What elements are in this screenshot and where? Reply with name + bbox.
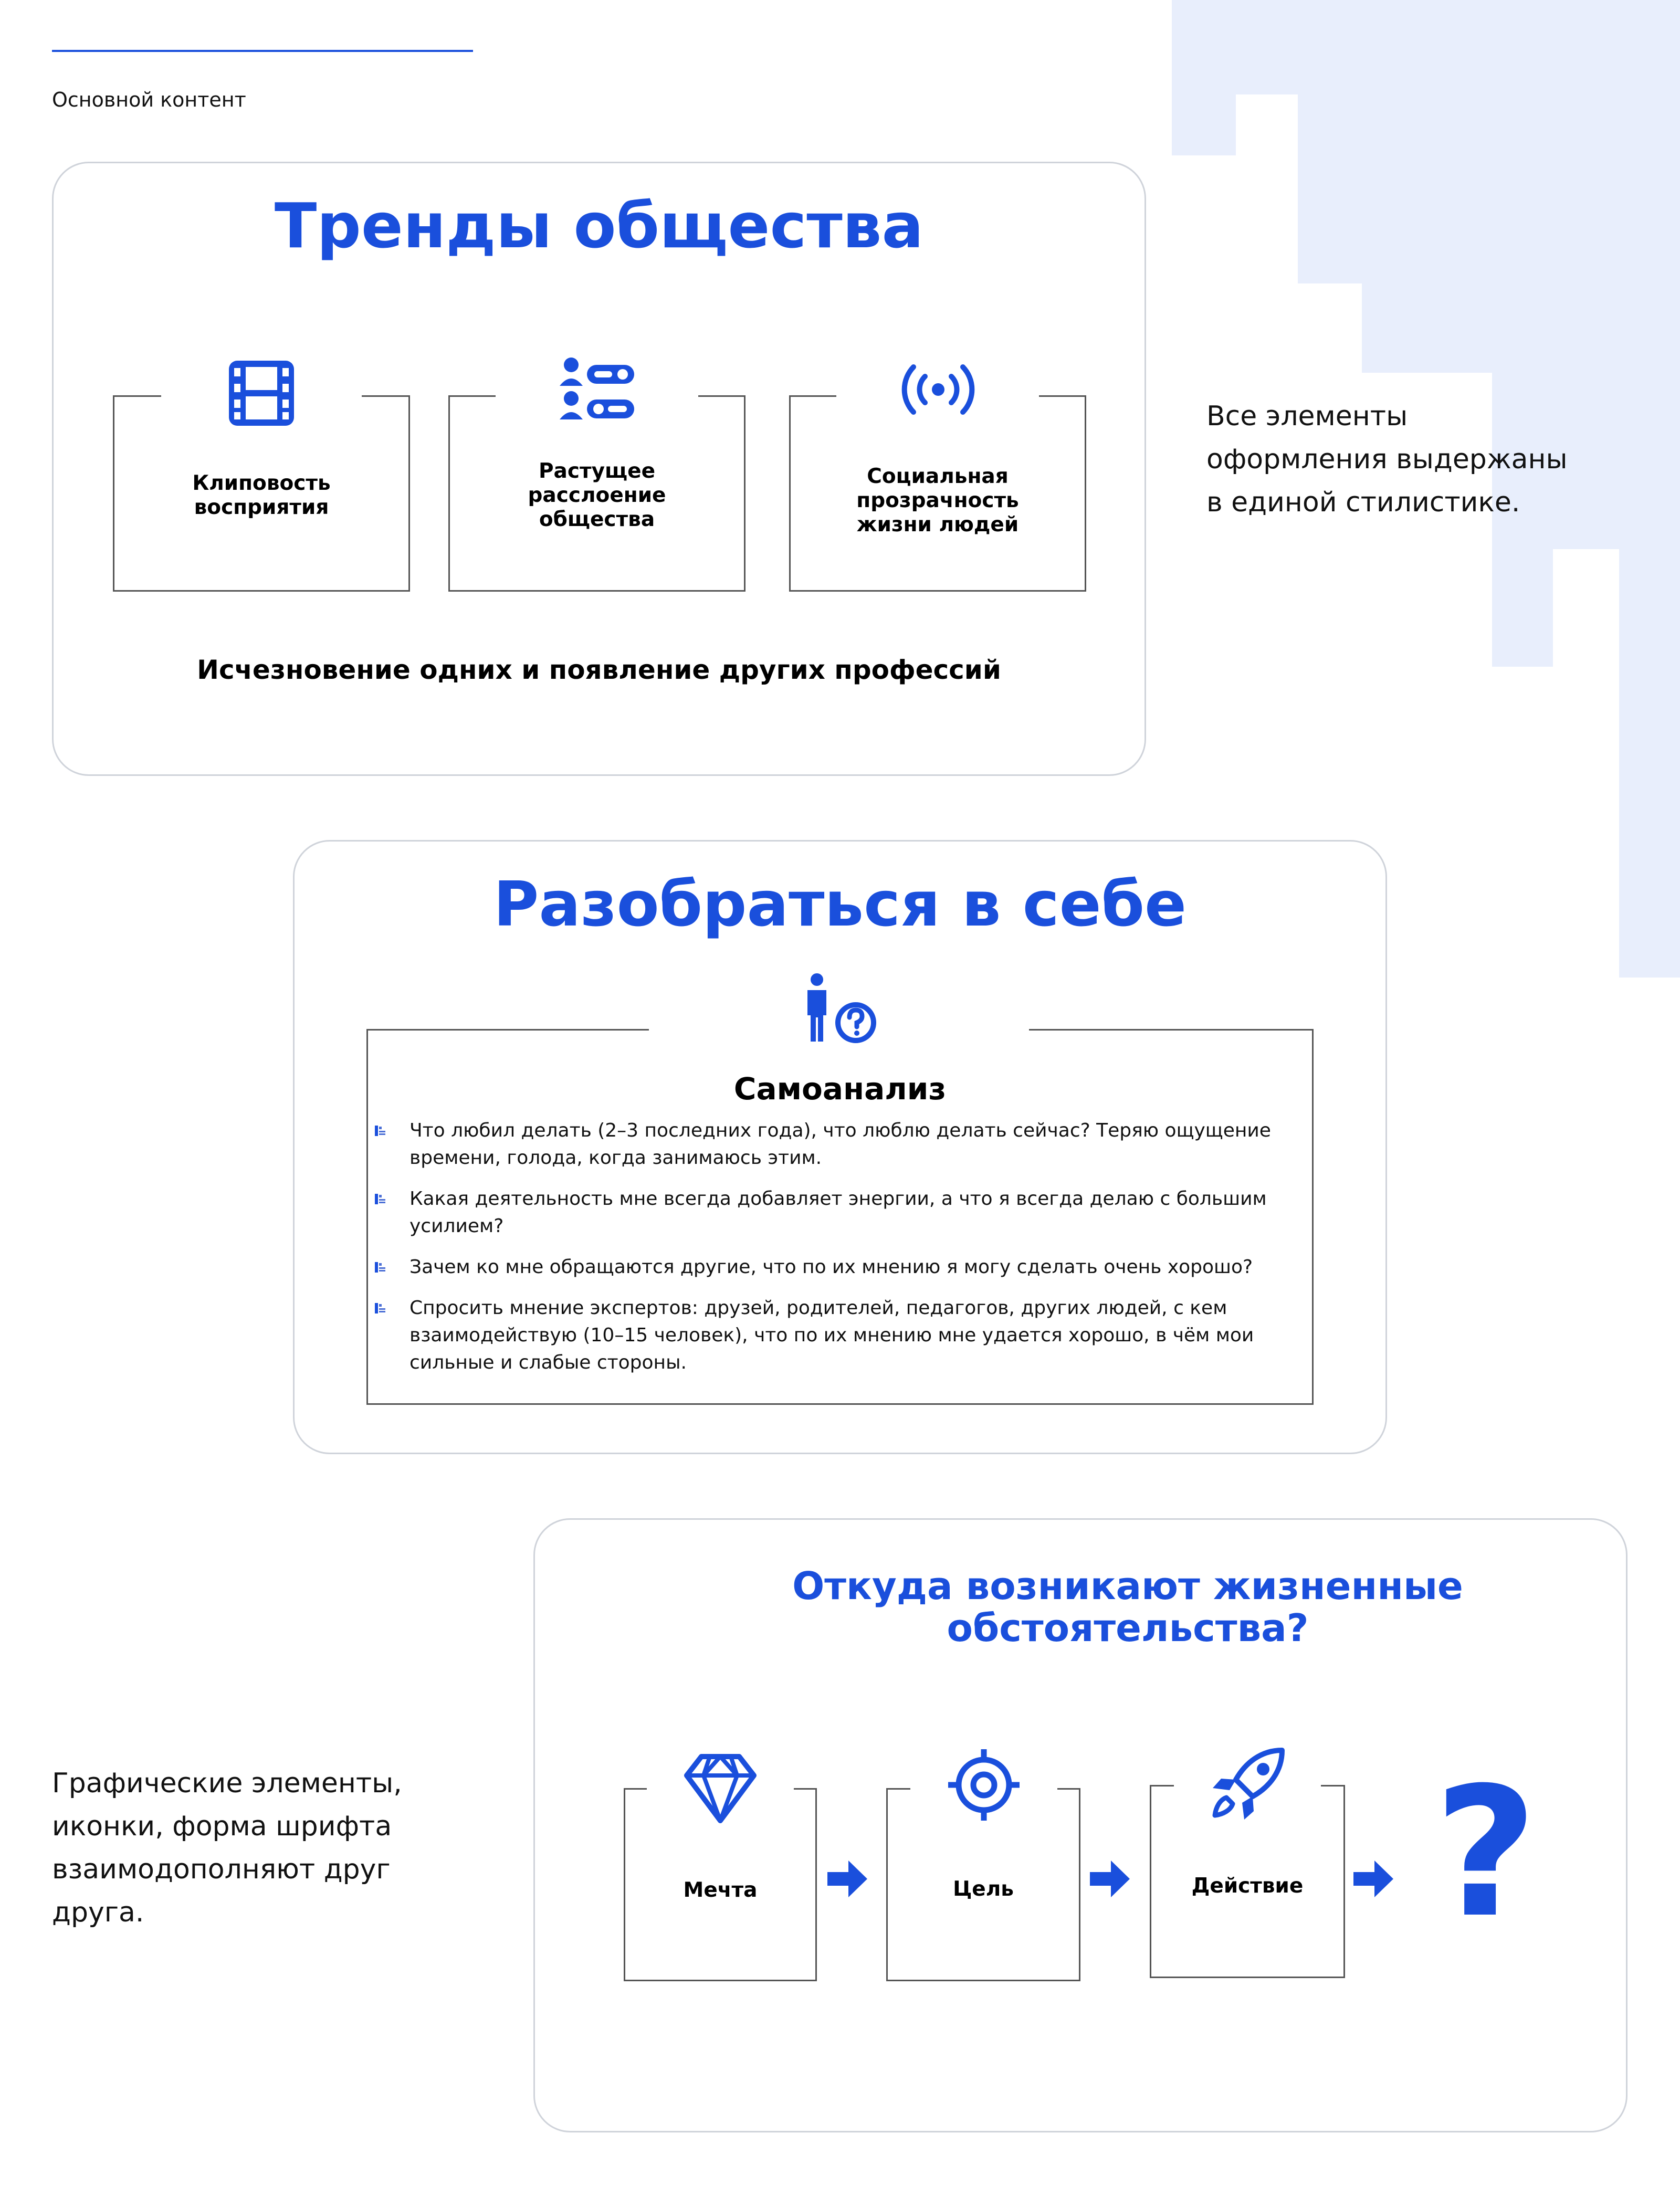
question-mark: ? — [1434, 1749, 1538, 1957]
film-icon — [225, 356, 298, 430]
side-note-left: Графические элементы, иконки, форма шрифта взаимодополняют друг друга. — [52, 1768, 402, 1928]
slide-title: Откуда возникают жизненные обстоятельства? — [792, 1564, 1463, 1650]
step-label: Действие — [1191, 1874, 1304, 1898]
bullet-icon — [375, 1303, 385, 1313]
slide-title: Тренды общества — [274, 190, 924, 262]
list-item — [410, 1295, 1276, 1376]
list-item-text: Спросить мнение экспертов: друзей, родителей, педагогов, других людей, с кем взаимодействую (10–15 человек), что по их мнению мне удается хорошо, в чём мои сильные и слабые стороны. — [410, 1297, 1254, 1373]
box-title: Самоанализ — [733, 1071, 947, 1107]
target-icon — [947, 1748, 1021, 1822]
background-decoration — [1619, 0, 1680, 978]
arrow-right-icon — [827, 1859, 867, 1898]
page-label: Основной контент — [52, 88, 246, 111]
broadcast-icon — [899, 361, 978, 418]
arrow-right-icon — [1090, 1859, 1130, 1898]
list-item — [410, 1117, 1276, 1172]
list-item-text: Что любил делать (2–3 последних года), что люблю делать сейчас? Теряю ощущение времени, голода, когда занимаюсь этим. — [410, 1120, 1271, 1169]
list-item-text: Зачем ко мне обращаются другие, что по их мнению я могу сделать очень хорошо? — [410, 1256, 1253, 1278]
side-note-right: Все элементы оформления выдержаны в единой стилистике. — [1206, 401, 1568, 518]
list-item — [410, 1254, 1276, 1281]
trend-card-label: Растущее расслоение общества — [528, 459, 666, 531]
diamond-icon — [682, 1751, 758, 1825]
list-item-text: Какая деятельность мне всегда добавляет энергии, а что я всегда делаю с большим усилием? — [410, 1188, 1267, 1237]
people-toggle-icon — [558, 355, 636, 429]
slide-footer: Исчезновение одних и появление других профессий — [197, 655, 1001, 685]
list-item — [410, 1185, 1276, 1240]
arrow-right-icon — [1353, 1859, 1393, 1898]
bullet-icon — [375, 1262, 385, 1273]
background-decoration-cutout — [1236, 94, 1298, 283]
trend-card-label: Клиповость восприятия — [192, 471, 331, 519]
slide-trends — [52, 162, 1146, 776]
background-decoration-cutout — [1553, 549, 1619, 980]
slide-title: Разобраться в себе — [493, 868, 1187, 940]
self-analysis-list — [410, 1117, 1276, 1390]
header-rule — [52, 50, 473, 52]
person-question-icon — [801, 972, 880, 1046]
trend-card-label: Социальная прозрачность жизни людей — [856, 465, 1019, 537]
rocket-icon — [1209, 1747, 1286, 1821]
step-label: Мечта — [683, 1878, 758, 1902]
step-label: Цель — [953, 1877, 1014, 1901]
bullet-icon — [375, 1194, 385, 1204]
bullet-icon — [375, 1126, 385, 1136]
